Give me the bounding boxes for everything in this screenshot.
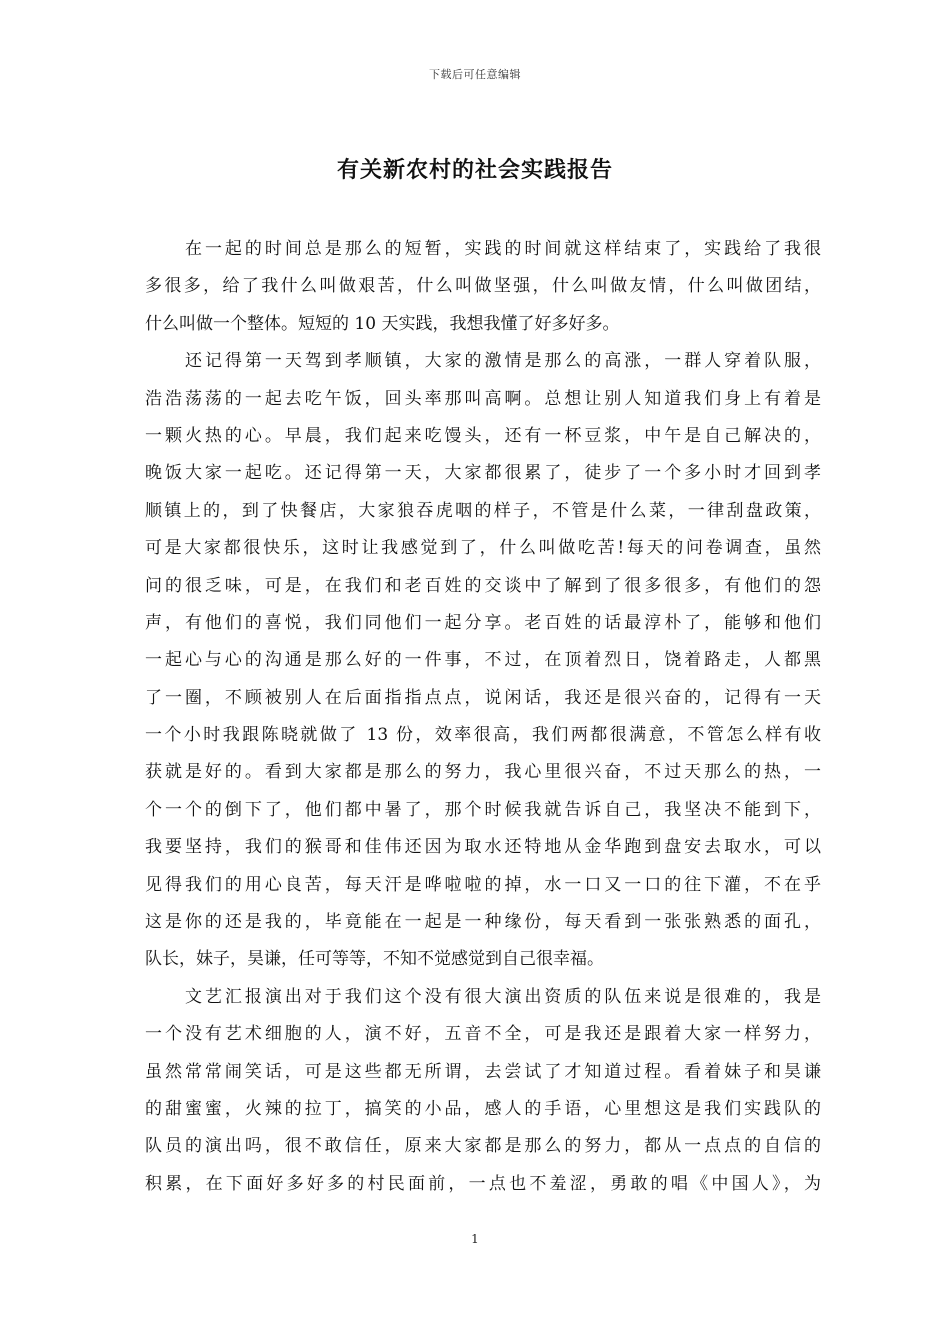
- paragraph-line: 了一圈，不顾被别人在后面指指点点，说闲话，我还是很兴奋的，记得有一天: [145, 687, 821, 708]
- paragraph-line: 这是你的还是我的，毕竟能在一起是一种缘份，每天看到一张张熟悉的面孔，: [145, 912, 821, 933]
- paragraph-line: 积累，在下面好多好多的村民面前，一点也不羞涩，勇敢的唱《中国人》，为: [145, 1173, 821, 1194]
- paragraph-line: 我要坚持，我们的猴哥和佳伟还因为取水还特地从金华跑到盘安去取水，可以: [145, 837, 821, 858]
- paragraph-line: 一个没有艺术细胞的人，演不好，五音不全，可是我还是跟着大家一样努力，: [145, 1024, 821, 1045]
- paragraph-line: 还记得第一天驾到孝顺镇，大家的激情是那么的高涨，一群人穿着队服，: [185, 351, 821, 372]
- paragraph-line: 晚饭大家一起吃。还记得第一天，大家都很累了，徒步了一个多小时才回到孝: [145, 463, 821, 484]
- paragraph-line: 声，有他们的喜悦，我们同他们一起分享。老百姓的话最淳朴了，能够和他们: [145, 612, 821, 633]
- paragraph-line: 个一个的倒下了，他们都中暑了，那个时候我就告诉自己，我坚决不能到下，: [145, 799, 821, 820]
- paragraph-line: 一起心与心的沟通是那么好的一件事，不过，在顶着烈日，饶着路走，人都黑: [145, 650, 821, 671]
- paragraph-line: 虽然常常闹笑话，可是这些都无所谓，去尝试了才知道过程。看着妹子和昊谦: [145, 1061, 821, 1082]
- paragraph-line: 队长，妹子，昊谦，任可等等，不知不觉感觉到自己很幸福。: [145, 949, 604, 970]
- paragraph-line: 可是大家都很快乐，这时让我感觉到了，什么叫做吃苦!每天的问卷调查，虽然: [145, 538, 821, 559]
- page-title: 有关新农村的社会实践报告: [336, 157, 613, 183]
- page-number: 1: [471, 1232, 479, 1246]
- header-note: 下载后可任意编辑: [429, 68, 521, 81]
- paragraph-line: 的甜蜜蜜，火辣的拉丁，搞笑的小品，感人的手语，心里想这是我们实践队的: [145, 1098, 821, 1119]
- paragraph-line: 见得我们的用心良苦，每天汗是哗啦啦的掉，水一口又一口的往下灌，不在乎: [145, 874, 821, 895]
- paragraph-line: 顺镇上的，到了快餐店，大家狼吞虎咽的样子，不管是什么菜，一律刮盘政策，: [145, 500, 821, 521]
- body-text: [145, 231, 821, 1203]
- paragraph-line: 队员的演出吗，很不敢信任，原来大家都是那么的努力，都从一点点的自信的: [145, 1136, 821, 1157]
- paragraph-line: 问的很乏味，可是，在我们和老百姓的交谈中了解到了很多很多，有他们的怨: [145, 575, 821, 596]
- paragraph-line: 一颗火热的心。早晨，我们起来吃馒头，还有一杯豆浆，中午是自己解决的，: [145, 425, 821, 446]
- paragraph-line: 一个小时我跟陈晓就做了 13 份，效率很高，我们两都很满意，不管怎么样有收: [145, 725, 821, 746]
- paragraph-line: 文艺汇报演出对于我们这个没有很大演出资质的队伍来说是很难的，我是: [185, 986, 821, 1007]
- paragraph-line: 多很多，给了我什么叫做艰苦，什么叫做坚强，什么叫做友情，什么叫做团结，: [145, 276, 821, 297]
- paragraph-line: 在一起的时间总是那么的短暂，实践的时间就这样结束了，实践给了我很: [185, 239, 821, 259]
- paragraph-line: 获就是好的。看到大家都是那么的努力，我心里很兴奋，不过天那么的热，一: [145, 762, 821, 783]
- paragraph-line: 浩浩荡荡的一起去吃午饭，回头率那叫高啊。总想让别人知道我们身上有着是: [145, 388, 821, 409]
- paragraph-line: 什么叫做一个整体。短短的 10 天实践，我想我懂了好多好多。: [145, 313, 620, 334]
